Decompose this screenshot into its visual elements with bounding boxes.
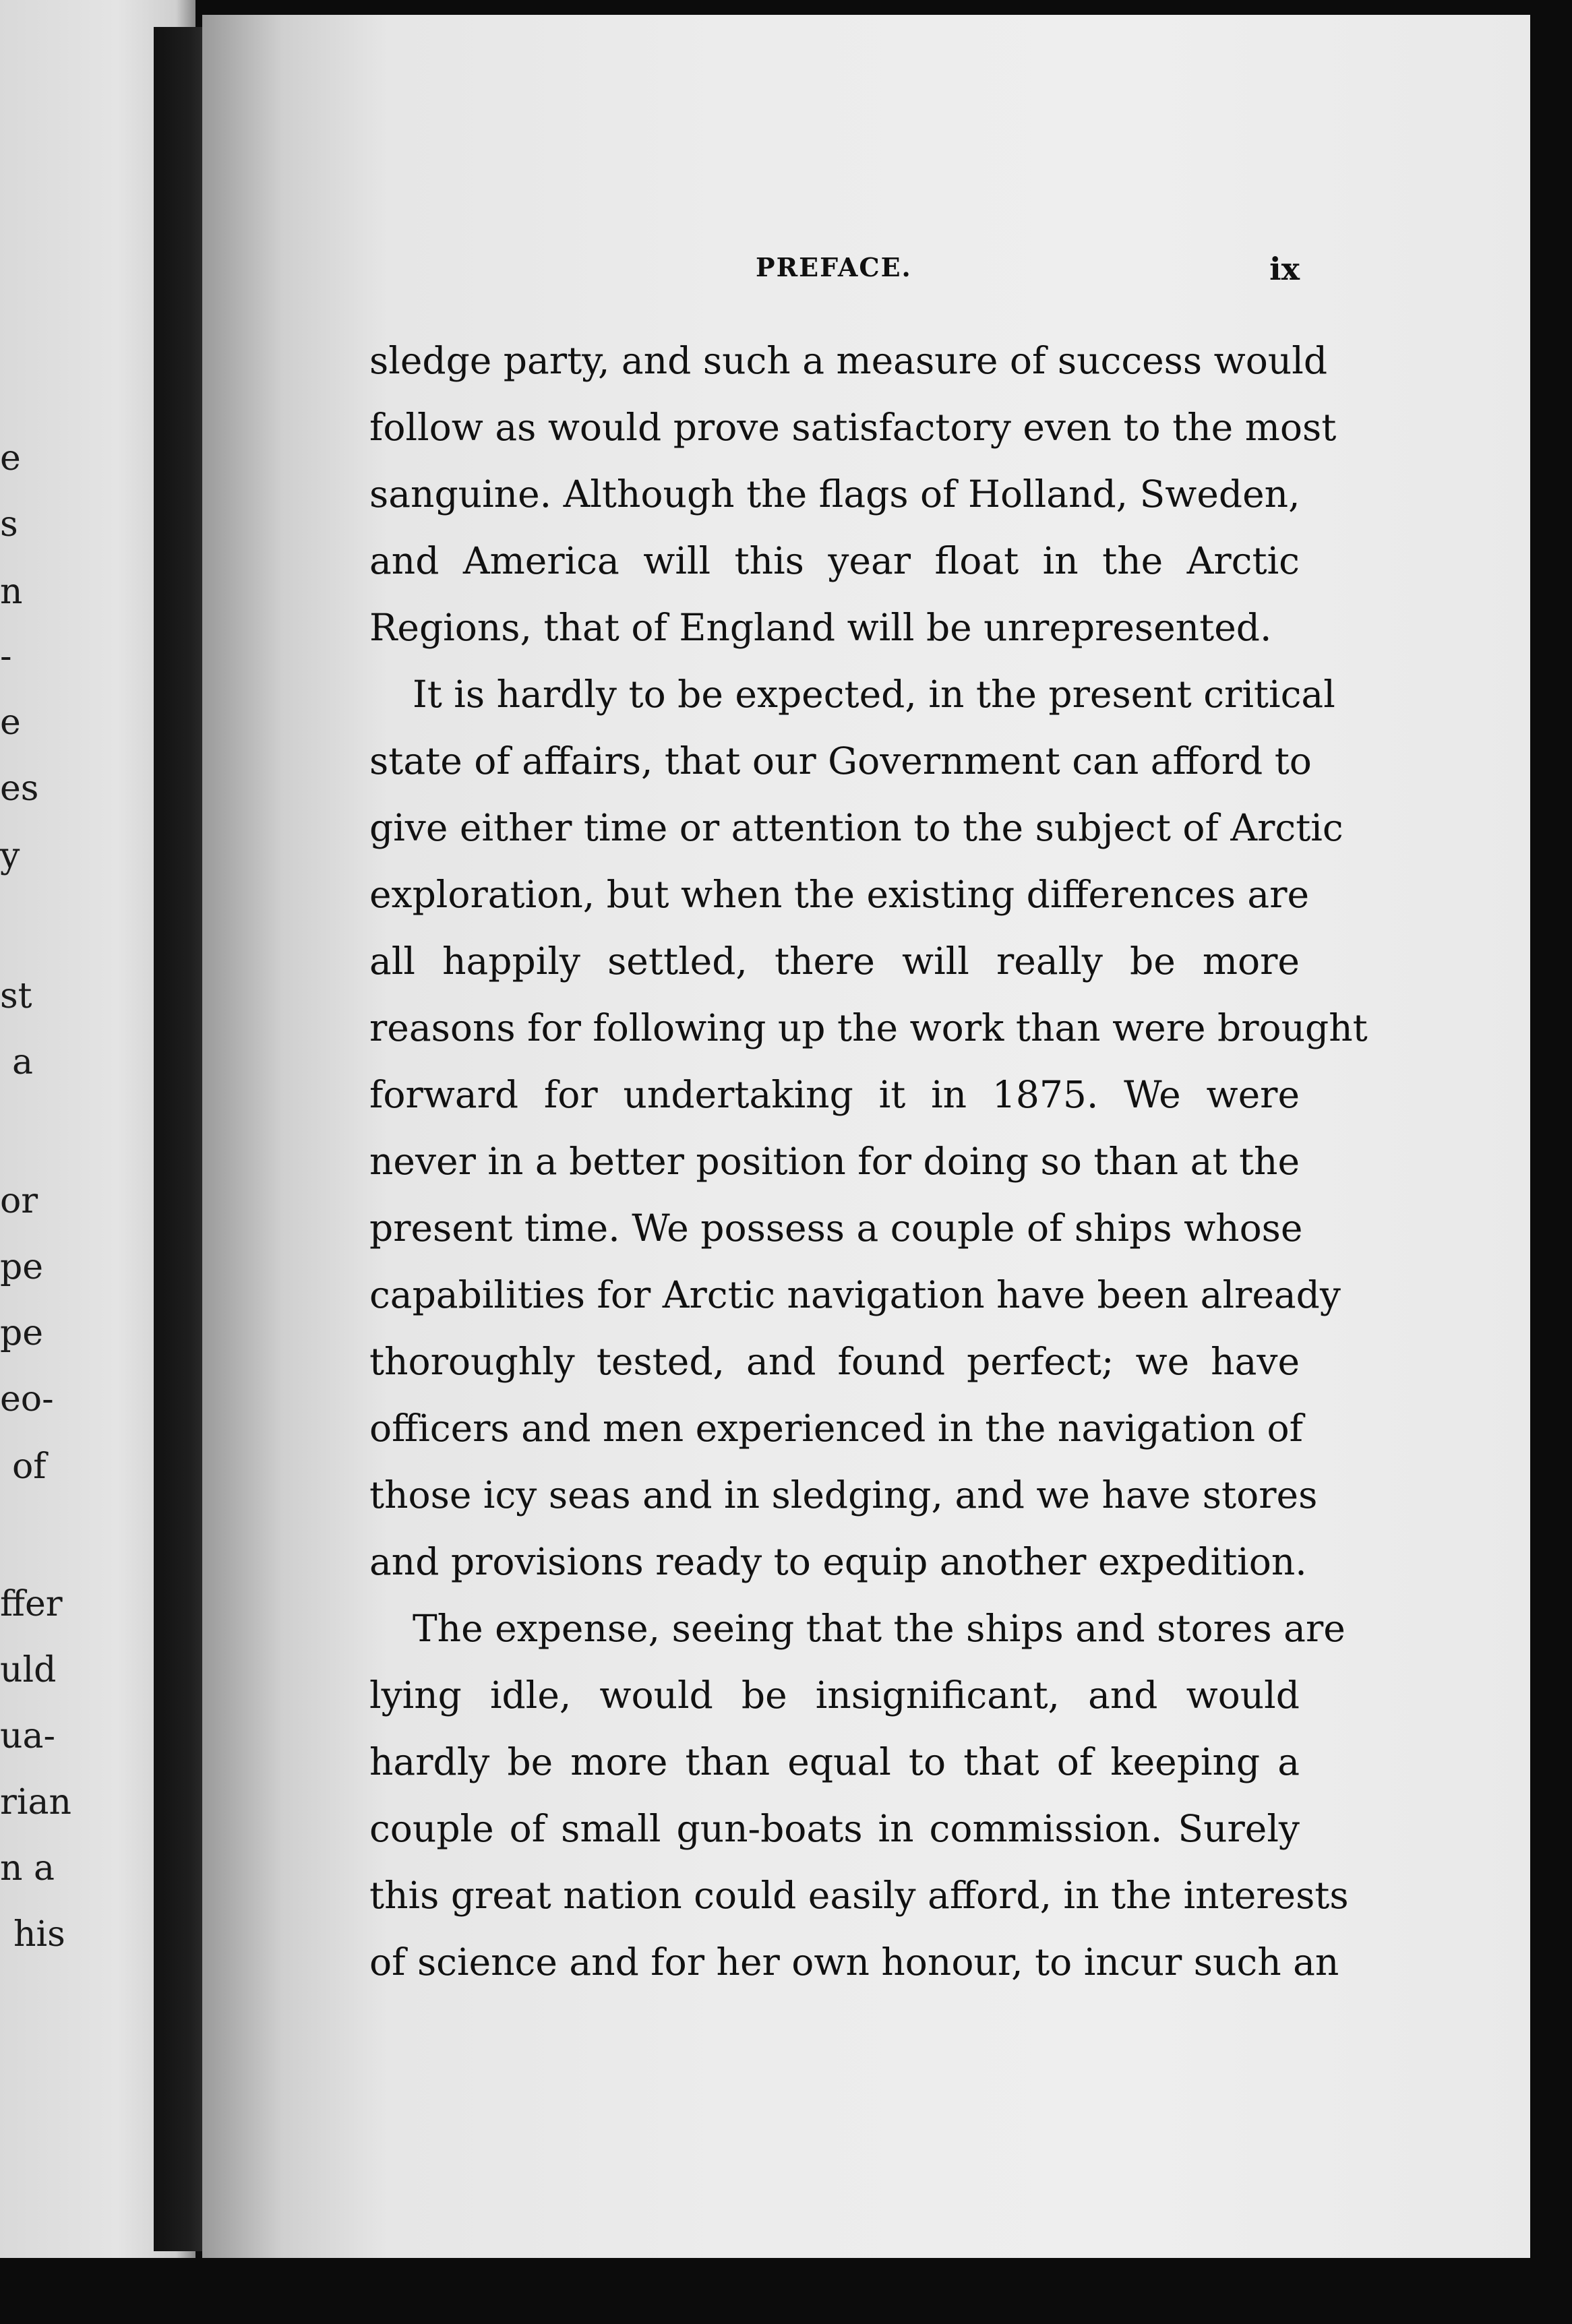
text-line: It is hardly to be expected, in the present critical: [413, 673, 1335, 716]
text-line: forward for undertaking it in 1875. We were: [369, 1073, 1300, 1116]
text-line: lying idle, would be insignificant, and would: [369, 1674, 1300, 1717]
text-line: this great nation could easily afford, in the interests: [369, 1874, 1349, 1917]
facing-page-fragment: eo-: [0, 1379, 54, 1419]
text-line: of science and for her own honour, to incur such an: [369, 1940, 1339, 1984]
paragraph: [369, 1595, 1349, 1996]
facing-page-fragment: pe: [0, 1247, 44, 1287]
text-line: officers and men experienced in the navigation of: [369, 1407, 1303, 1450]
text-line: never in a better position for doing so than at the: [369, 1140, 1300, 1183]
paragraph: [369, 661, 1368, 1595]
text-line: sanguine. Although the flags of Holland, Sweden,: [369, 472, 1300, 516]
facing-page-fragment: y: [0, 836, 20, 876]
facing-page-fragment: a: [12, 1042, 34, 1082]
facing-page-fragment: st: [0, 976, 32, 1016]
page-number: ix: [1269, 251, 1300, 287]
text-line: The expense, seeing that the ships and stores are: [413, 1607, 1346, 1650]
facing-page-fragment: ffer: [0, 1584, 63, 1624]
text-line: hardly be more than equal to that of keeping a: [369, 1740, 1300, 1783]
facing-page-fragment: n a: [0, 1848, 55, 1889]
facing-page-fragment: n: [0, 572, 23, 612]
facing-page-fragment: e: [0, 702, 21, 743]
running-head: PREFACE.: [756, 252, 912, 282]
text-line: and provisions ready to equip another expedition.: [369, 1540, 1307, 1583]
text-line: Regions, that of England will be unrepresented.: [369, 606, 1272, 649]
text-line: and America will this year float in the Arctic: [369, 539, 1300, 582]
text-line: capabilities for Arctic navigation have been already: [369, 1273, 1341, 1316]
text-line: couple of small gun-boats in commission. Surely: [369, 1807, 1300, 1850]
facing-page-fragment: s: [0, 504, 18, 545]
text-line: thoroughly tested, and found perfect; we have: [369, 1340, 1300, 1383]
facing-page-fragment: e: [0, 438, 21, 479]
facing-page-fragment: his: [13, 1914, 65, 1955]
facing-page-fragment: uld: [0, 1650, 57, 1690]
facing-page-fragment: or: [0, 1181, 38, 1221]
text-line: follow as would prove satisfactory even to the most: [369, 406, 1337, 449]
facing-page-fragment: -: [0, 636, 12, 677]
scan-border: [0, 2258, 1572, 2324]
page-body: [369, 328, 1368, 1996]
text-line: give either time or attention to the subject of Arctic: [369, 806, 1343, 849]
text-line: present time. We possess a couple of ships whose: [369, 1206, 1303, 1250]
facing-page-fragment: pe: [0, 1313, 44, 1353]
facing-page-fragment: rian: [0, 1782, 71, 1823]
text-line: those icy seas and in sledging, and we have stores: [369, 1473, 1318, 1517]
text-line: all happily settled, there will really be more: [369, 940, 1300, 983]
text-line: exploration, but when the existing differences are: [369, 873, 1310, 916]
text-line: state of affairs, that our Government can afford to: [369, 739, 1312, 783]
text-line: reasons for following up the work than were brought: [369, 1006, 1368, 1049]
paragraph: [369, 328, 1337, 661]
facing-page-fragment: ua-: [0, 1716, 56, 1756]
facing-page-fragment: of: [12, 1446, 47, 1487]
facing-page-fragment: es: [0, 768, 39, 809]
page-header: [369, 251, 1300, 291]
text-line: sledge party, and such a measure of success would: [369, 339, 1328, 382]
